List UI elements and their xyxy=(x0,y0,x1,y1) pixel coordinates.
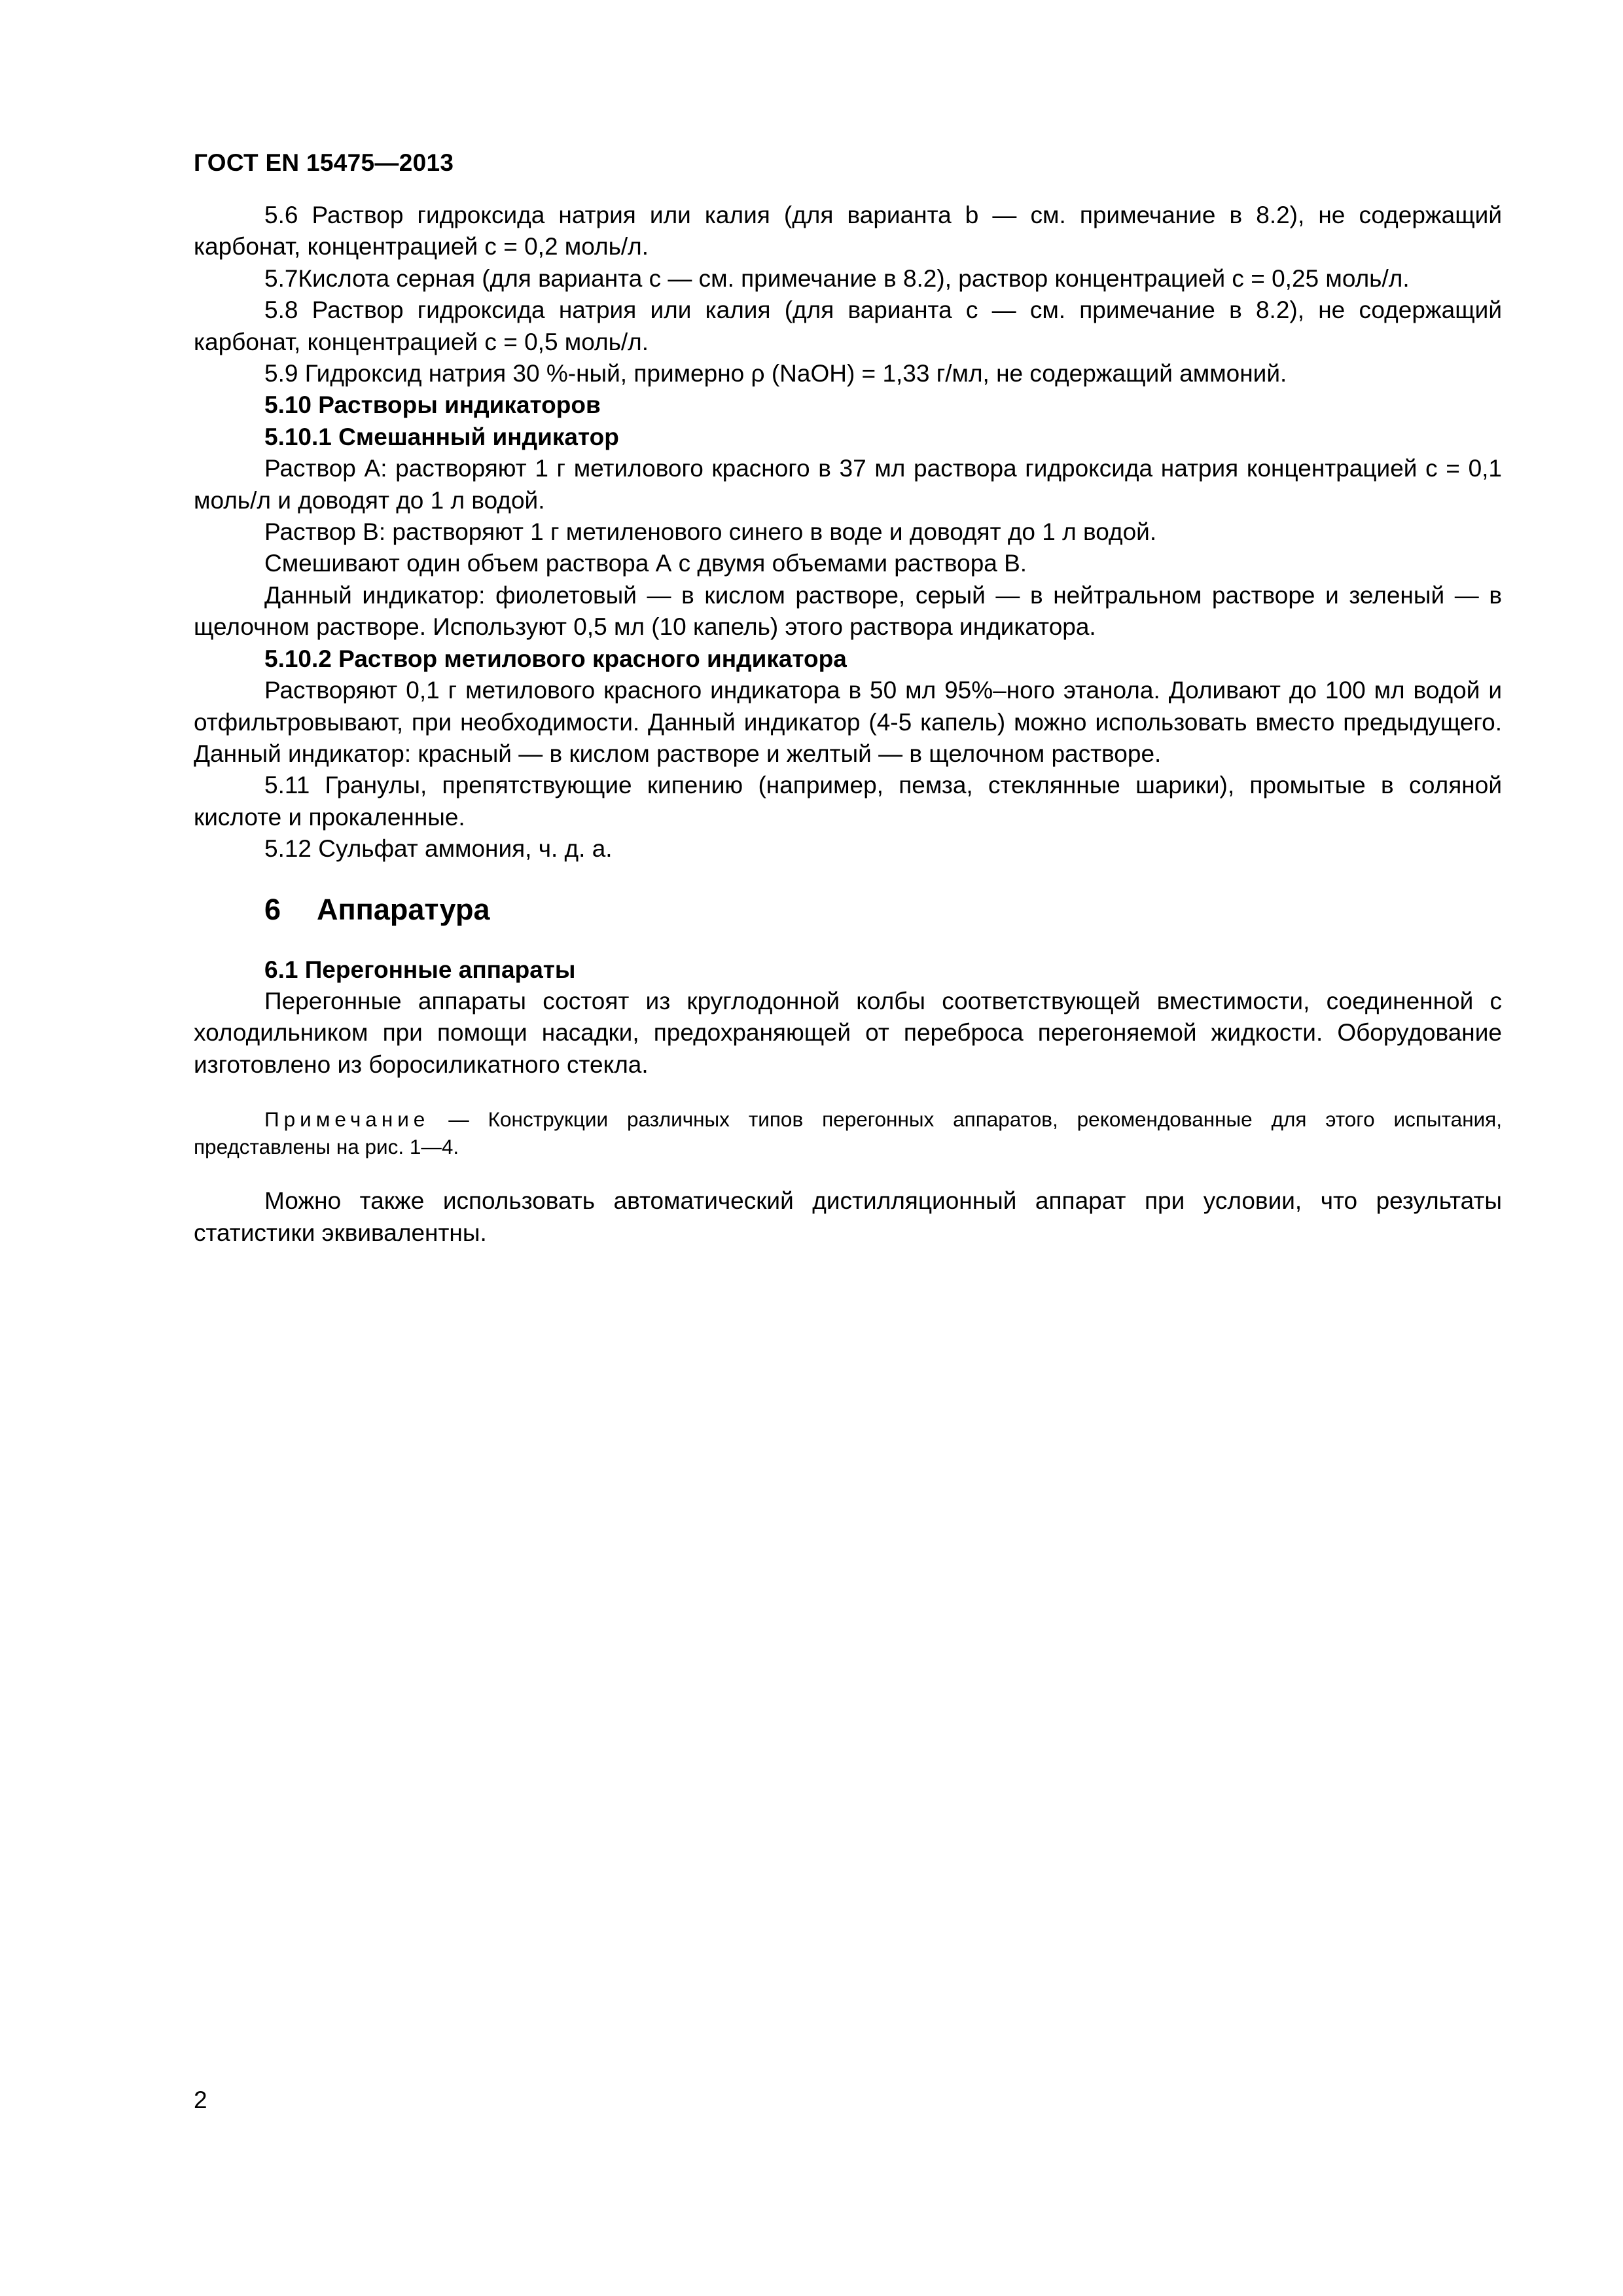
paragraph-solution-b: Раствор В: растворяют 1 г метиленового синего в воде и доводят до 1 л водой. xyxy=(264,518,1157,546)
paragraph-5-8: 5.8 Раствор гидроксида натрия или калия (для варианта с — см. примечание в 8.2), не содержащий карбонат, концентрацией c = 0,5 моль/л. xyxy=(194,296,1502,355)
section-6-label: Аппаратура xyxy=(317,892,490,926)
note xyxy=(194,1105,1502,1160)
paragraph-5-7: 5.7Кислота серная (для варианта с — см. примечание в 8.2), раствор концентрацией c = 0,25 моль/л. xyxy=(264,264,1410,292)
paragraph-methyl-red: Растворяют 0,1 г метилового красного индикатора в 50 мл 95%–ного этанола. Доливают до 100 мл водой и отфильтровывают, при необходимости. Данный индикатор (4-5 капель) можно использовать вместо предыдущего. Данный индикатор: красный — в кислом растворе и желтый — в щелочном растворе. xyxy=(194,677,1502,767)
subsection-6-1-title: 6.1 Перегонные аппараты xyxy=(264,956,576,983)
heading-5-10: 5.10 Растворы индикаторов xyxy=(264,391,601,419)
paragraph-5-9: 5.9 Гидроксид натрия 30 %-ный, примерно ρ (NaOH) = 1,33 г/мл, не содержащий аммоний. xyxy=(264,360,1287,387)
paragraph-solution-a: Раствор А: растворяют 1 г метилового красного в 37 мл раствора гидроксида натрия концентрацией c = 0,1 моль/л и доводят до 1 л водой. xyxy=(194,455,1502,514)
page-number: 2 xyxy=(194,2087,207,2113)
section-6-title xyxy=(194,890,1502,929)
heading-5-10-2: 5.10.2 Раствор метилового красного индикатора xyxy=(264,645,847,672)
document-header: ГОСТ EN 15475—2013 xyxy=(194,149,454,176)
paragraph-indicator-colors: Данный индикатор: фиолетовый — в кислом растворе, серый — в нейтральном растворе и зеленый — в щелочном растворе. Используют 0,5 мл (10 капель) этого раствора индикатора. xyxy=(194,581,1502,641)
paragraph-closing: Можно также использовать автоматический дистилляционный аппарат при условии, что результаты статистики эквивалентны. xyxy=(194,1187,1502,1246)
note-text: — Конструкции различных типов перегонных аппаратов, рекомендованные для этого испытания, представлены на рис. 1—4. xyxy=(194,1107,1502,1159)
note-label: Примечание xyxy=(264,1107,430,1132)
paragraph-6-1-body: Перегонные аппараты состоят из круглодонной колбы соответствующей вместимости, соединенной с холодильником при помощи насадки, предохраняющей от переброса перегоняемой жидкости. Оборудование изготовлено из боросиликатного стекла. xyxy=(194,987,1502,1078)
paragraph-5-6: 5.6 Раствор гидроксида натрия или калия (для варианта b — см. примечание в 8.2), не содержащий карбонат, концентрацией c = 0,2 моль/л. xyxy=(194,202,1502,260)
paragraph-5-11: 5.11 Гранулы, препятствующие кипению (например, пемза, стеклянные шарики), промытые в соляной кислоте и прокаленные. xyxy=(194,772,1502,831)
paragraph-5-12: 5.12 Сульфат аммония, ч. д. а. xyxy=(264,835,613,863)
paragraph-mixing: Смешивают один объем раствора А с двумя объемами раствора В. xyxy=(264,550,1027,577)
document-body xyxy=(194,200,1502,1249)
section-6-number: 6 xyxy=(264,892,281,926)
heading-5-10-1: 5.10.1 Смешанный индикатор xyxy=(264,423,619,450)
